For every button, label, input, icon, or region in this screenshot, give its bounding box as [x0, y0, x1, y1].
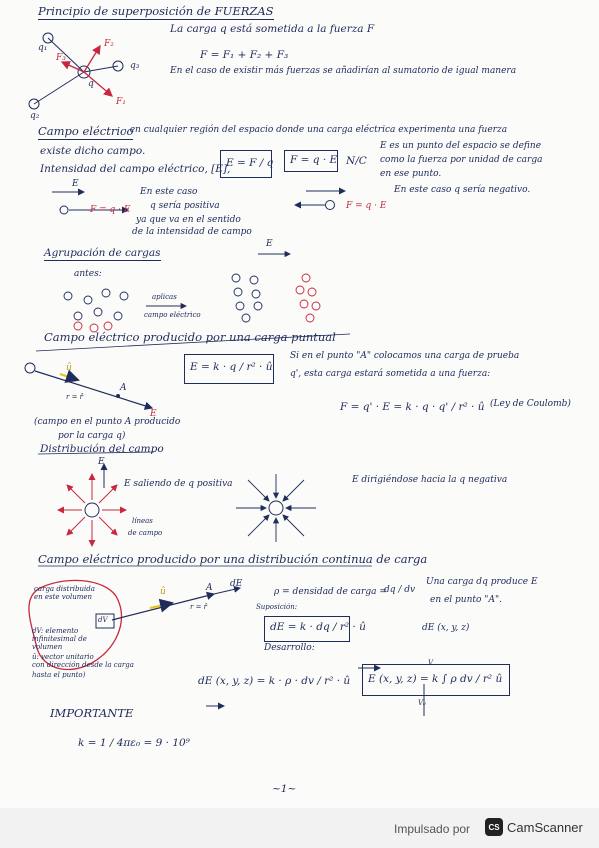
- coulomb-law-label: (Ley de Coulomb): [490, 399, 571, 409]
- de-formula: dE = k · dq / r² · û: [270, 621, 366, 633]
- distribution-label-1: carga distribuida: [34, 585, 95, 593]
- test-charge-text-1: Si en el punto "A" colocamos una carga de prueba: [290, 351, 520, 361]
- charge-q2-label: q₂: [30, 111, 40, 121]
- force-f3-label: F₃: [56, 53, 66, 63]
- negative-f-label: F = q · E: [346, 201, 387, 211]
- distribution-e-label: E: [98, 457, 105, 467]
- distribution-label-2: en este volumen: [34, 593, 92, 601]
- distribution-a-label: A: [206, 583, 213, 593]
- density-fraction: dq / dv: [384, 585, 416, 595]
- field-def-right-1: E es un punto del espacio se define: [380, 141, 542, 151]
- point-a-label: A: [120, 383, 127, 393]
- field-formula: E = F / q: [226, 157, 274, 169]
- grouping-apply-1: aplicas: [152, 293, 177, 301]
- distribution-u-label: û: [160, 587, 166, 597]
- supposition-label: Suposición:: [256, 603, 298, 611]
- grouping-e-label: E: [266, 239, 273, 249]
- unit-vector-label: û: [66, 363, 72, 373]
- legend-6: hasta el punto): [32, 671, 86, 679]
- de-label: dE: [230, 579, 243, 589]
- page-number: ~1~: [272, 783, 297, 795]
- integral-upper: V: [428, 659, 434, 667]
- positive-case-1: En este caso: [140, 187, 198, 197]
- grouping-apply-2: campo eléctrico: [144, 311, 201, 319]
- force-formula: F = q · E: [290, 154, 338, 166]
- point-field-note-1: (campo en el punto A producido: [34, 417, 181, 427]
- field-lines-label-2: de campo: [128, 529, 163, 537]
- powered-by-label: Impulsado por: [394, 822, 471, 836]
- superposition-text-1: La carga q está sometida a la fuerza F: [170, 23, 375, 35]
- positive-field-caption: E saliendo de q positiva: [124, 479, 233, 489]
- legend-4: û: vector unitario: [32, 653, 94, 661]
- camscanner-brand[interactable]: [485, 818, 583, 836]
- superposition-text-2: En el caso de existir más fuerzas se añadirían al sumatorio de igual manera: [170, 66, 517, 76]
- camscanner-name: CamScanner: [507, 819, 583, 835]
- footer-bar: [0, 808, 599, 848]
- density-text: ρ = densidad de carga =: [274, 587, 387, 597]
- charge-q1-label: q₁: [38, 43, 48, 53]
- legend-5: con dirección desde la carga: [32, 661, 134, 669]
- charge-q-label: q: [88, 79, 94, 89]
- electric-field-definition-2: existe dicho campo.: [40, 145, 146, 157]
- dq-text-1: Una carga dq produce E: [426, 577, 538, 587]
- positive-f-label: F = q · E: [90, 205, 131, 215]
- negative-case: En este caso q sería negativo.: [394, 185, 531, 195]
- section-title-superposition: Principio de superposición de FUERZAS: [38, 4, 274, 18]
- section-title-distribution: Distribución del campo: [40, 443, 164, 455]
- legend-3: volumen: [32, 643, 63, 651]
- grouping-before: antes:: [74, 269, 102, 279]
- field-unit: N/C: [346, 155, 367, 167]
- important-title: IMPORTANTE: [50, 706, 134, 720]
- positive-e-label: E: [72, 179, 79, 189]
- test-charge-text-2: q', esta carga estará sometida a una fuerza:: [290, 369, 491, 379]
- development-label: Desarrollo:: [264, 643, 315, 653]
- section-title-continuous: Campo eléctrico producido por una distribución continua de carga: [38, 552, 428, 566]
- legend-2: infinitesimal de: [32, 635, 87, 643]
- camscanner-logo-icon: CS: [485, 818, 503, 836]
- dq-text-2: en el punto "A".: [430, 595, 502, 605]
- positive-case-3: ya que va en el sentido: [136, 215, 241, 225]
- coulomb-constant-formula: k = 1 / 4πε₀ = 9 · 10⁹: [78, 737, 190, 749]
- force-f2-label: F₂: [104, 39, 114, 49]
- superposition-equation: F = F₁ + F₂ + F₃: [200, 49, 289, 61]
- legend-1: dV: elemento: [32, 627, 79, 635]
- electric-field-definition-1: , en cualquier región del espacio donde una carga eléctrica experimenta una fuerza: [124, 125, 508, 135]
- positive-case-2: q sería positiva: [150, 201, 220, 211]
- field-intensity-label: Intensidad del campo eléctrico, [E],: [40, 163, 231, 175]
- field-def-right-2: como la fuerza por unidad de carga: [380, 155, 543, 165]
- point-field-formula: E = k · q / r² · û: [190, 361, 273, 373]
- charge-q3-label: q₃: [130, 61, 140, 71]
- section-title-point-charge: Campo eléctrico producido por una carga puntual: [44, 330, 336, 344]
- point-charge-diagram: [25, 363, 152, 408]
- field-lines-label-1: líneas: [132, 517, 153, 525]
- charge-groups: [64, 254, 320, 332]
- positive-case-4: de la intensidad de campo: [132, 227, 252, 237]
- force-f1-label: F₁: [116, 97, 126, 107]
- de-integrand-formula: dE (x, y, z) = k · ρ · dv / r² · û: [198, 675, 351, 687]
- r-vector-label: r = r̂: [66, 393, 84, 401]
- coulomb-formula: F = q' · E = k · q · q' / r² · û: [340, 401, 485, 413]
- integral-lower: V₀: [418, 699, 426, 707]
- negative-field-caption: E dirigiéndose hacia la q negativa: [352, 475, 508, 485]
- distribution-r-label: r = r̂: [190, 603, 208, 611]
- section-title-grouping: Agrupación de cargas: [44, 247, 161, 259]
- point-field-note-2: por la carga q): [58, 431, 126, 441]
- e-integral-formula: E (x, y, z) = k ∫ ρ dv / r² û: [368, 673, 503, 685]
- section-title-electric-field: Campo eléctrico: [38, 124, 134, 138]
- field-distribution: [58, 464, 316, 546]
- de-coords: dE (x, y, z): [422, 623, 470, 633]
- dv-label: dV: [98, 616, 108, 624]
- field-def-right-3: en ese punto.: [380, 169, 442, 179]
- point-field-e-label: E: [150, 409, 157, 419]
